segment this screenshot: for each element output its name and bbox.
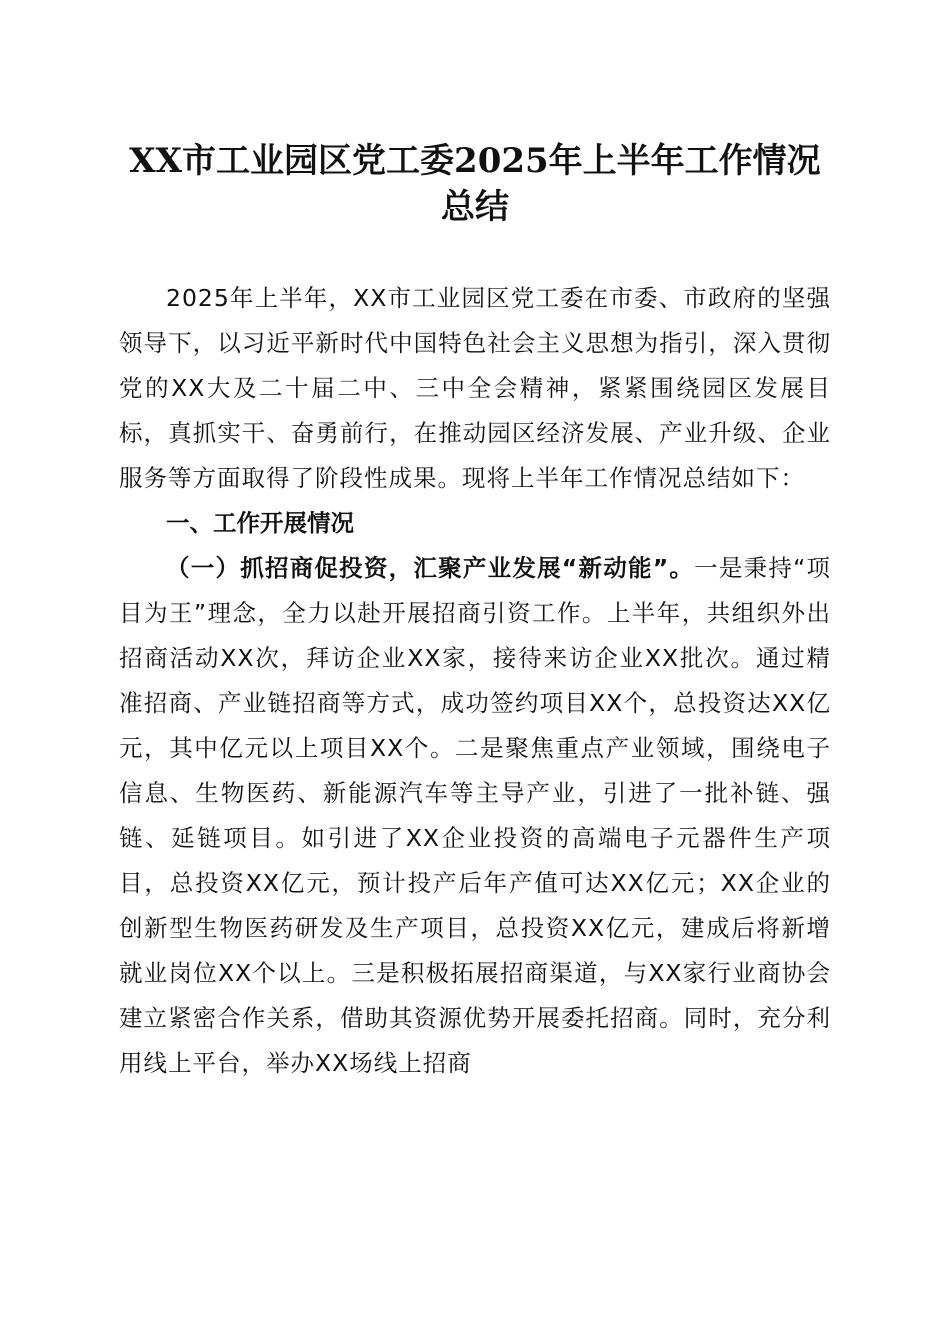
document-body bbox=[119, 276, 831, 1086]
subsection-body-1: 一是秉持“项目为王”理念，全力以赴开展招商引资工作。上半年，共组织外出招商活动XX次，拜访企业XX家，接待来访企业XX批次。通过精准招商、产业链招商等方式，成功签约项目XX个，总投资达XX亿元，其中亿元以上项目XX个。二是聚焦重点产业领域，围绕电子信息、生物医药、新能源汽车等主导产业，引进了一批补链、强链、延链项目。如引进了XX企业投资的高端电子元器件生产项目，总投资XX亿元，预计投产后年产值可达XX亿元；XX企业的创新型生物医药研发及生产项目，总投资XX亿元，建成后将新增就业岗位XX个以上。三是积极拓展招商渠道，与XX家行业商协会建立紧密合作关系，借助其资源优势开展委托招商。同时，充分利用线上平台，举办XX场线上招商 bbox=[119, 554, 831, 1077]
subsection-heading-1: （一）抓招商促投资，汇聚产业发展“新动能”。 bbox=[166, 554, 695, 582]
document-title-line1: XX市工业园区党工委2025年上半年工作情况 bbox=[129, 141, 821, 181]
section-heading-1: 一、工作开展情况 bbox=[166, 509, 354, 537]
document-title-line2: 总结 bbox=[441, 187, 509, 227]
intro-paragraph: 2025年上半年，XX市工业园区党工委在市委、市政府的坚强领导下，以习近平新时代中国特色社会主义思想为指引，深入贯彻党的XX大及二十届二中、三中全会精神，紧紧围绕园区发展目标，真抓实干、奋勇前行，在推动园区经济发展、产业升级、企业服务等方面取得了阶段性成果。现将上半年工作情况总结如下： bbox=[119, 284, 831, 492]
subsection-paragraph-1 bbox=[119, 546, 831, 1086]
